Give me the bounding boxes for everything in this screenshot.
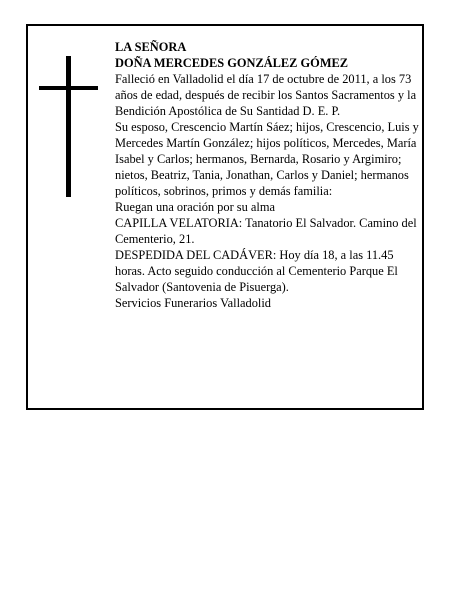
deceased-name: DOÑA MERCEDES GONZÁLEZ GÓMEZ [115,56,349,70]
cross-vertical-bar [66,56,71,197]
prayer-request: Ruegan una oración por su alma [115,200,275,214]
cross-horizontal-bar [39,86,98,90]
chapel-info: CAPILLA VELATORIA: Tanatorio El Salvador. Camino del Cementerio, 21. [115,216,417,246]
funeral-services: Servicios Funerarios Valladolid [115,296,272,310]
farewell-info: DESPEDIDA DEL CADÁVER: Hoy día 18, a las 11.45 horas. Acto seguido conducción al Cementerio Parque El Salvador (Santovenia de Pisuerga). [115,248,398,294]
obituary-notice [26,24,424,410]
obituary-text [115,39,424,311]
family-list: Su esposo, Crescencio Martín Sáez; hijos, Crescencio, Luis y Mercedes Martín González; hijos políticos, Mercedes, María Isabel y Carlos; hermanos, Bernarda, Rosario y Argimiro; nietos, Beatriz, Tania, Jonathan, Carlos y Daniel; hermanos políticos, sobrinos, primos y demás familia: [115,120,419,198]
death-info: Falleció en Valladolid el día 17 de octubre de 2011, a los 73 años de edad, después de recibir los Santos Sacramentos y la Bendición Apostólica de Su Santidad D. E. P. [115,72,417,118]
heading: LA SEÑORA [115,40,187,54]
